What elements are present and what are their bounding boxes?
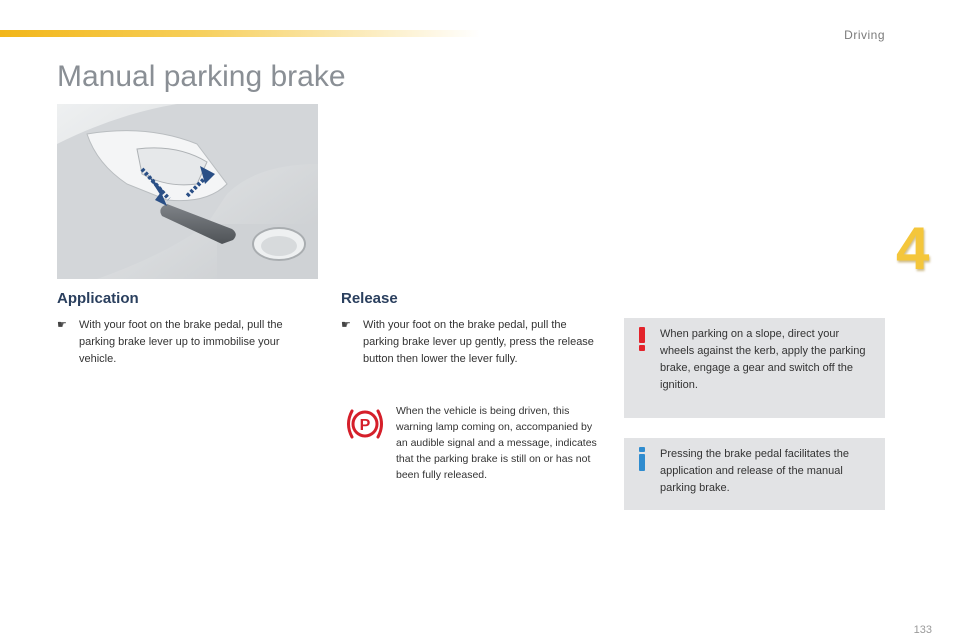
exclamation-icon (634, 326, 650, 352)
warning-note-text: When parking on a slope, direct your wheels against the kerb, apply the parking brake, engage a gear and switch off the ignition. (660, 328, 866, 391)
parking-brake-warning-lamp-icon (344, 408, 386, 440)
section-label: Driving (844, 28, 885, 42)
header-accent-bar (0, 30, 480, 37)
info-note-text: Pressing the brake pedal facilitates the application and release of the manual parking brake. (660, 448, 849, 494)
chapter-number: 4 (896, 215, 930, 282)
warning-lamp-description: When the vehicle is being driven, this warning lamp coming on, accompanied by an audible signal and a message, indicates that the parking brake is still on or has not been fully released. (396, 405, 597, 481)
svg-text:P: P (359, 417, 371, 434)
parking-brake-illustration (57, 104, 318, 279)
application-heading: Application (57, 290, 139, 307)
parking-brake-drawing (57, 104, 318, 279)
release-step (341, 317, 603, 368)
application-step (57, 317, 315, 368)
application-text: With your foot on the brake pedal, pull the parking brake lever up to immobilise your vehicle. (79, 319, 283, 365)
page-title: Manual parking brake (57, 60, 346, 93)
release-text: With your foot on the brake pedal, pull the parking brake lever up gently, press the release button then lower the lever fully. (363, 319, 594, 365)
release-heading: Release (341, 290, 398, 307)
pointing-hand-icon: ☛ (341, 319, 351, 331)
info-icon (634, 446, 650, 472)
info-note (624, 438, 885, 510)
page-number: 133 (913, 624, 932, 636)
warning-note (624, 318, 885, 418)
pointing-hand-icon: ☛ (57, 319, 67, 331)
